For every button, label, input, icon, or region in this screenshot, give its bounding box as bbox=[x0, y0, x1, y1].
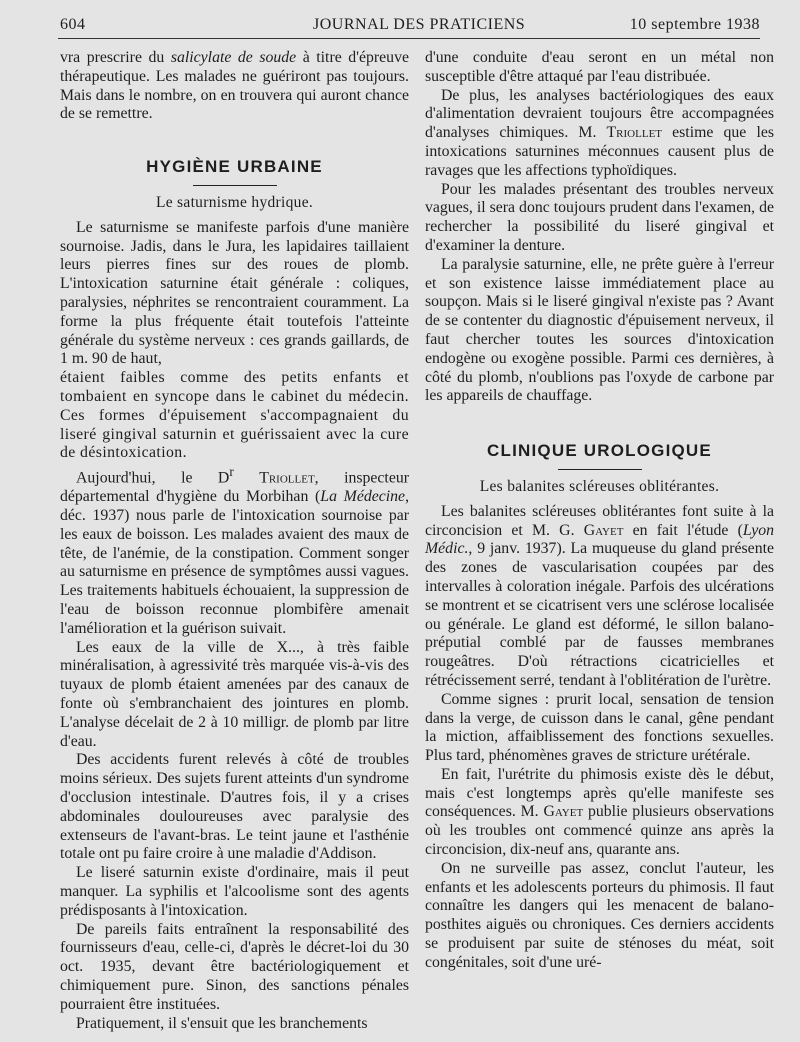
paragraph: Pratiquement, il s'ensuit que les branchements bbox=[76, 1014, 368, 1032]
paragraph: De plus, les analyses bactériologiques des eaux d'alimentation devraient toujours être accompagnées d'analyses chimiques. M. Triollet estime que les intoxications saturnines méconnues causent plus de ravages que les affections typhoïdiques. bbox=[425, 86, 774, 179]
paragraph: d'une conduite d'eau seront en un métal non susceptible d'être attaqué par l'eau distribuée. bbox=[425, 49, 774, 85]
paragraph-continued: étaient faibles comme des petits enfants et tombaient en syncope dans le cabinet du médecin. Ces formes d'épuisement s'accompagnaient du liseré gingival saturnin et guérissaient avec la cure de désintoxication. bbox=[60, 369, 409, 462]
paragraph: La paralysie saturnine, elle, ne prête guère à l'erreur et son existence laisse immédiatement place au soupçon. Mais si le liseré gingival n'existe pas ? Avant de se contenter du diagnostic d'épuisement nerveux, il faut chercher toutes les sources d'intoxication endogène ou exogène possible. Parmi ces dernières, à côté du plomb, n'oublions pas l'oxyde de carbone par les appareils de chauffage. bbox=[425, 255, 774, 405]
right-column bbox=[425, 49, 774, 973]
section-title-hygiene-urbaine: HYGIÈNE URBAINE bbox=[146, 157, 323, 177]
left-column bbox=[60, 49, 409, 1033]
journal-title: JOURNAL DES PRATICIENS bbox=[313, 16, 526, 33]
paragraph: Pour les malades présentant des troubles nerveux vagues, il sera donc toujours prudent dans l'examen, de rechercher la possibilité du liseré gingival et d'examiner la denture. bbox=[425, 180, 774, 254]
paragraph: vra prescrire du salicylate de soude à titre d'épreuve thérapeutique. Les malades ne guériront pas toujours. Mais dans le nombre, on en trouvera qui auront chance de se remettre. bbox=[60, 49, 409, 123]
paragraph: De pareils faits entraînent la responsabilité des fournisseurs d'eau, celle-ci, d'après le décret-loi du 30 oct. 1935, devant être bactériologiquement et chimiquement pure. Sinon, des sanctions pénales pourraient être instituées. bbox=[60, 920, 409, 1013]
paragraph: Les eaux de la ville de X..., à très faible minéralisation, à agressivité très marquée vis-à-vis des tuyaux de plomb étaient amenées par des canaux de fonte où s'embranchaient des jointures en plomb. L'analyse décelait de 2 à 10 milligr. de plomb par litre d'eau. bbox=[60, 638, 409, 750]
paragraph: Le saturnisme se manifeste parfois d'une manière sournoise. Jadis, dans le Jura, les lapidaires taillaient leurs pierres fines sur des roues de plomb. L'intoxication saturnine était générale : coliques, paralysies, néphrites se rencontraient couramment. La forme la plus fréquente était toutefois l'atteinte générale du système nerveux : ces grands gaillards, de 1 m. 90 de haut, bbox=[60, 218, 409, 368]
page-number: 604 bbox=[60, 16, 86, 33]
running-header bbox=[58, 14, 760, 39]
paragraph: On ne surveille pas assez, conclut l'auteur, les enfants et les adolescents porteurs du phimosis. Il faut connaître les dangers qui les menacent de balano-posthites aiguës ou chroniques. Ces derniers accidents se produisent par suite de sténoses du méat, soit congénitales, soit d'une uré- bbox=[425, 859, 774, 971]
paragraph: Des accidents furent relevés à côté de troubles moins sérieux. Des sujets furent atteints d'un syndrome d'occlusion intestinale. D'autres fois, il y a crises abdominales douloureuses avec paralysie des extenseurs de l'avant-bras. Le teint jaune et l'asthénie totale ont pu faire croire à une maladie d'Addison. bbox=[60, 751, 409, 863]
paragraph: Aujourd'hui, le $D^r$ Triollet, inspecteur départemental d'hygiène du Morbihan (La Médecine, déc. 1937) nous parle de l'intoxication sournoise par les eaux de boisson. Les malades avaient des maux de tête, de l'anémie, de la constipation. Comment songer au saturnisme en présence de symptômes aussi vagues. Les traitements habituels échouaient, la suppression de l'eau de boisson reconnue plombifère amenait l'amélioration et la guérison suivait. bbox=[60, 464, 410, 637]
section-subtitle: Le saturnisme hydrique. bbox=[155, 193, 314, 211]
paragraph: Les balanites scléreuses oblitérantes font suite à la circoncision et M. G. Gayet en fait l'étude (Lyon Médic., 9 janv. 1937). La muqueuse du gland présente des zones de vascularisation coupées par des intervalles à coloration inégale. Parfois des ulcérations se montrent et se cicatrisent vers une sclérose localisée ou générale. Le gland est déformé, le sillon balano-préputial comblé par de fausses membranes rougeâtres. D'où rétractions cicatricielles et rétrécissement serré, tendant à l'oblitération de l'urètre. bbox=[425, 502, 774, 689]
paragraph: En fait, l'urétrite du phimosis existe dès le début, mais c'est longtemps après qu'elle manifeste ses conséquences. M. Gayet publie plusieurs observations où les troubles ont commencé quinze ans après la circoncision, dix-neuf ans, quarante ans. bbox=[425, 765, 774, 859]
issue-date: 10 septembre 1938 bbox=[629, 16, 760, 33]
section-title-clinique-urologique: CLINIQUE UROLOGIQUE bbox=[487, 441, 712, 461]
section-subtitle: Les balanites scléreuses oblitérantes. bbox=[479, 477, 720, 495]
paragraph: Le liseré saturnin existe d'ordinaire, mais il peut manquer. La syphilis et l'alcoolisme sont des agents prédisposants à l'intoxication. bbox=[60, 864, 409, 919]
paragraph: Comme signes : prurit local, sensation de tension dans la verge, de cuisson dans le canal, gêne pendant la miction, affaiblissement des fonctions sexuelles. Plus tard, phénomènes graves de stricture urétérale. bbox=[425, 690, 774, 765]
